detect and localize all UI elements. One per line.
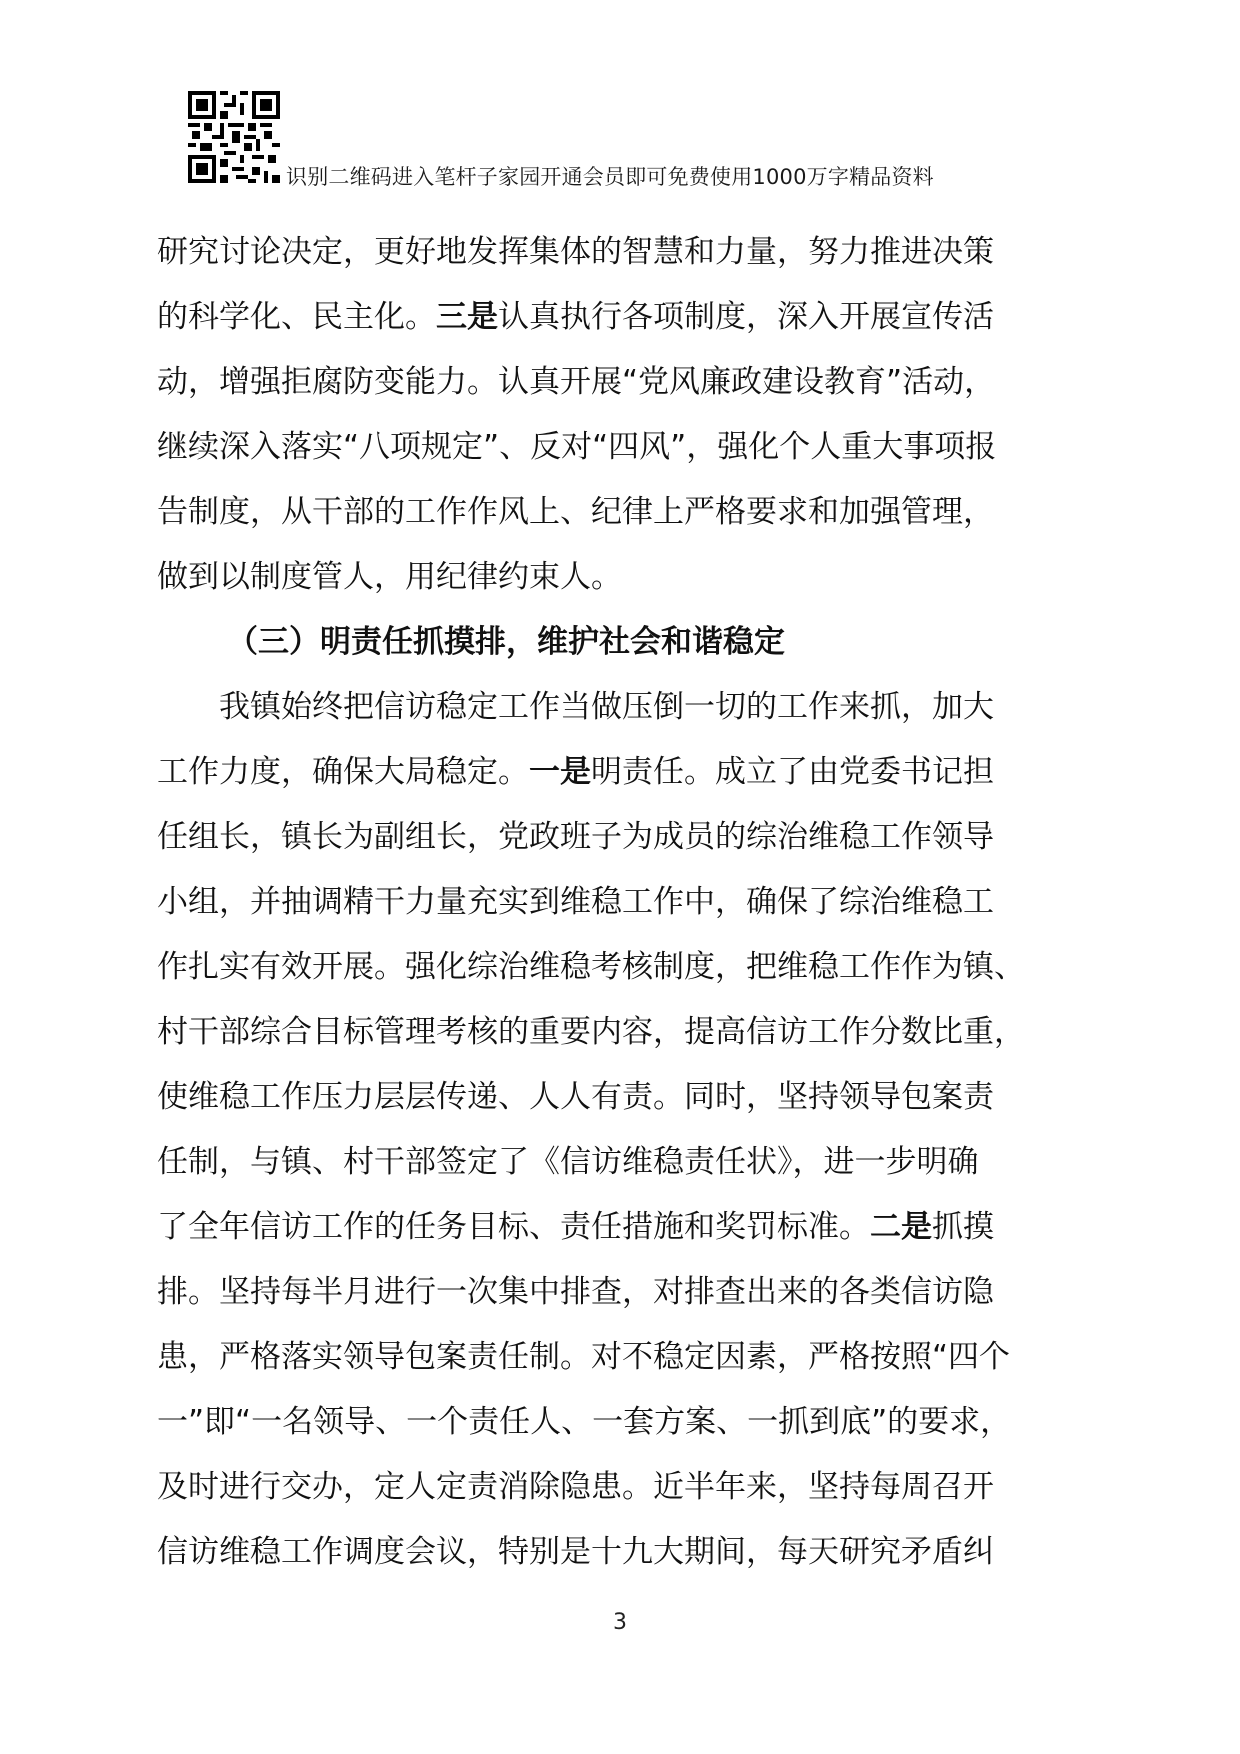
line-text: 及时进行交办，定人定责消除隐患。近半年来，坚持每周召开 — [157, 1469, 994, 1505]
line-text: 信访维稳工作调度会议，特别是十九大期间，每天研究矛盾纠 — [157, 1534, 994, 1570]
paragraph-line — [157, 1000, 1092, 1065]
paragraph-line — [157, 285, 1092, 350]
paragraph-line — [157, 675, 1092, 740]
line-text: 小组，并抽调精干力量充实到维稳工作中，确保了综治维稳工 — [157, 884, 994, 920]
line-text: 我镇始终把信访稳定工作当做压倒一切的工作来抓，加大 — [219, 689, 994, 725]
qr-code-icon — [188, 91, 280, 183]
paragraph-line — [157, 805, 1092, 870]
line-text: 作扎实有效开展。强化综治维稳考核制度，把维稳工作作为镇、 — [157, 949, 1025, 985]
paragraph-line — [157, 1455, 1092, 1520]
paragraph-line — [157, 1195, 1092, 1260]
header-promo-note: 识别二维码进入笔杆子家园开通会员即可免费使用1000万字精品资料 — [286, 165, 934, 189]
line-text: 工作力度，确保大局稳定。一是明责任。成立了由党委书记担 — [157, 754, 994, 790]
line-text: 动，增强拒腐防变能力。认真开展“党风廉政建设教育”活动， — [157, 364, 996, 400]
line-text: 使维稳工作压力层层传递、人人有责。同时，坚持领导包案责 — [157, 1079, 994, 1115]
bold-marker: 一是 — [529, 754, 591, 790]
paragraph-line — [157, 1260, 1092, 1325]
line-text: 做到以制度管人，用纪律约束人。 — [157, 559, 622, 595]
paragraph-line — [157, 1065, 1092, 1130]
paragraph-line — [157, 350, 1092, 415]
paragraph-line — [157, 1130, 1092, 1195]
line-text: 了全年信访工作的任务目标、责任措施和奖罚标准。二是抓摸 — [157, 1209, 994, 1245]
paragraph-line — [157, 220, 1092, 285]
line-text: 患，严格落实领导包案责任制。对不稳定因素，严格按照“四个 — [157, 1339, 1011, 1375]
paragraph-line — [157, 415, 1092, 480]
section-heading — [157, 610, 1092, 675]
paragraph-line — [157, 1520, 1092, 1585]
paragraph-line — [157, 1390, 1092, 1455]
line-text: 一”即“一名领导、一个责任人、一套方案、一抓到底”的要求， — [157, 1404, 1012, 1440]
document-body — [157, 220, 1092, 1585]
paragraph-line — [157, 935, 1092, 1000]
line-text: 的科学化、民主化。三是认真执行各项制度，深入开展宣传活 — [157, 299, 994, 335]
paragraph-line — [157, 740, 1092, 805]
paragraph-line — [157, 870, 1092, 935]
line-text: 任制，与镇、村干部签定了《信访维稳责任状》，进一步明确 — [157, 1144, 979, 1180]
page-number: 3 — [613, 1610, 627, 1635]
paragraph-line — [157, 480, 1092, 545]
line-text: 任组长，镇长为副组长，党政班子为成员的综治维稳工作领导 — [157, 819, 994, 855]
paragraph-line — [157, 545, 1092, 610]
line-text: 排。坚持每半月进行一次集中排查，对排查出来的各类信访隐 — [157, 1274, 994, 1310]
line-text: 研究讨论决定，更好地发挥集体的智慧和力量，努力推进决策 — [157, 234, 994, 270]
line-text: 村干部综合目标管理考核的重要内容，提高信访工作分数比重， — [157, 1014, 1025, 1050]
line-text: 告制度，从干部的工作作风上、纪律上严格要求和加强管理， — [157, 494, 994, 530]
paragraph-line — [157, 1325, 1092, 1390]
heading-text: （三）明责任抓摸排，维护社会和谐稳定 — [227, 624, 785, 660]
line-text: 继续深入落实“八项规定”、反对“四风”，强化个人重大事项报 — [157, 429, 997, 465]
bold-marker: 二是 — [870, 1209, 932, 1245]
bold-marker: 三是 — [436, 299, 498, 335]
